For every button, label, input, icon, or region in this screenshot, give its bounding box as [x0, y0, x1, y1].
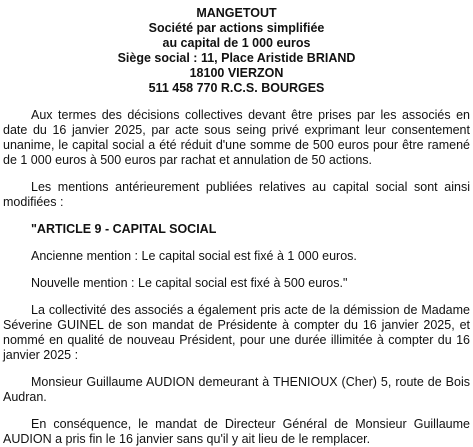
- modification-intro: Les mentions antérieurement publiées relatives au capital social sont ainsi modifiées :: [3, 180, 470, 209]
- registered-office: Siège social : 11, Place Aristide BRIAND: [117, 51, 356, 65]
- rcs-number: 511 458 770 R.C.S. BOURGES: [148, 81, 325, 95]
- conclusion-paragraph: En conséquence, le mandat de Directeur Général de Monsieur Guillaume AUDION a pris fin le 16 janvier sans qu'il y ait lieu de le remplacer.: [3, 417, 470, 446]
- article-heading: "ARTICLE 9 - CAPITAL SOCIAL: [31, 222, 217, 236]
- resignation-paragraph: La collectivité des associés a également pris acte de la démission de Madame Séverine GUINEL de son mandat de Présidente à compter du 16 janvier 2025, et nommé en qualité de nouveau Président, pour une durée illimitée à compter du 16 janvier 2025 :: [3, 303, 470, 362]
- company-name: MANGETOUT: [196, 6, 277, 20]
- share-capital: au capital de 1 000 euros: [162, 36, 311, 50]
- company-form: Société par actions simplifiée: [148, 21, 325, 35]
- notice-header: [3, 6, 470, 96]
- old-mention: Ancienne mention : Le capital social est fixé à 1 000 euros.: [31, 249, 357, 263]
- new-mention: Nouvelle mention : Le capital social est fixé à 500 euros.": [31, 276, 348, 290]
- new-president-paragraph: Monsieur Guillaume AUDION demeurant à THENIOUX (Cher) 5, route de Bois Audran.: [3, 375, 470, 404]
- decision-paragraph: Aux termes des décisions collectives devant être prises par les associés en date du 16 janvier 2025, par acte sous seing privé exprimant leur consentement unanime, le capital social a été réduit d'une somme de 500 euros pour être ramené de 1 000 euros à 500 euros par rachat et annulation de 50 actions.: [3, 108, 470, 167]
- postal-city: 18100 VIERZON: [189, 66, 284, 80]
